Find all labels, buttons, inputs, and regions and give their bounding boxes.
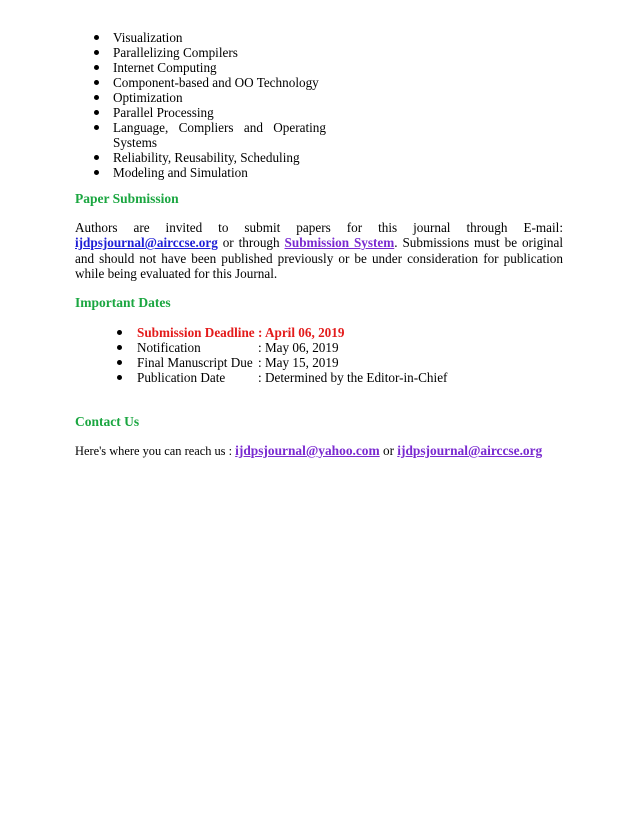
bullet-icon [94,35,99,40]
list-item: Component-based and OO Technology [94,75,326,90]
date-item-final-manuscript: Final Manuscript Due : May 15, 2019 [117,355,447,370]
bullet-icon [94,95,99,100]
bullet-icon [94,155,99,160]
list-item: Optimization [94,90,326,105]
contact-us-heading: Contact Us [75,414,140,429]
bullet-icon [117,345,122,350]
bullet-icon [117,375,122,380]
paper-submission-heading: Paper Submission [75,191,179,206]
bullet-icon [94,125,99,130]
important-dates-heading: Important Dates [75,295,171,310]
list-item: Visualization [94,30,326,45]
bullet-icon [94,80,99,85]
submission-email-link[interactable]: ijdpsjournal@airccse.org [75,235,218,251]
bullet-icon [94,50,99,55]
bullet-icon [94,110,99,115]
contact-email-airccse-link[interactable]: ijdpsjournal@airccse.org [397,443,543,458]
paper-submission-paragraph: Authors are invited to submit papers for this journal through E-mail: ijdpsjournal@airccse.org or through Submission System. Submissions must be original and should not have been published previously or be under consideration for publication while being evaluated for this Journal. [75,220,563,281]
topics-list [94,30,326,180]
important-dates-list [117,325,447,385]
bullet-icon [117,360,122,365]
bullet-icon [117,330,122,335]
date-item-submission-deadline: Submission Deadline : April 06, 2019 [117,325,447,340]
list-item: Parallel Processing [94,105,326,120]
submission-system-link[interactable]: Submission System [284,235,395,251]
list-item: Modeling and Simulation [94,165,326,180]
bullet-icon [94,65,99,70]
date-item-notification: Notification : May 06, 2019 [117,340,447,355]
bullet-icon [94,170,99,175]
list-item: Parallelizing Compilers [94,45,326,60]
contact-email-yahoo-link[interactable]: ijdpsjournal@yahoo.com [235,443,380,458]
list-item: Internet Computing [94,60,326,75]
list-item: Reliability, Reusability, Scheduling [94,150,326,165]
list-item: Language, Compliers and Operating Systems [94,120,326,150]
contact-line: Here's where you can reach us : ijdpsjournal@yahoo.com or ijdpsjournal@airccse.org [75,443,543,458]
date-item-publication: Publication Date : Determined by the Editor-in-Chief [117,370,447,385]
